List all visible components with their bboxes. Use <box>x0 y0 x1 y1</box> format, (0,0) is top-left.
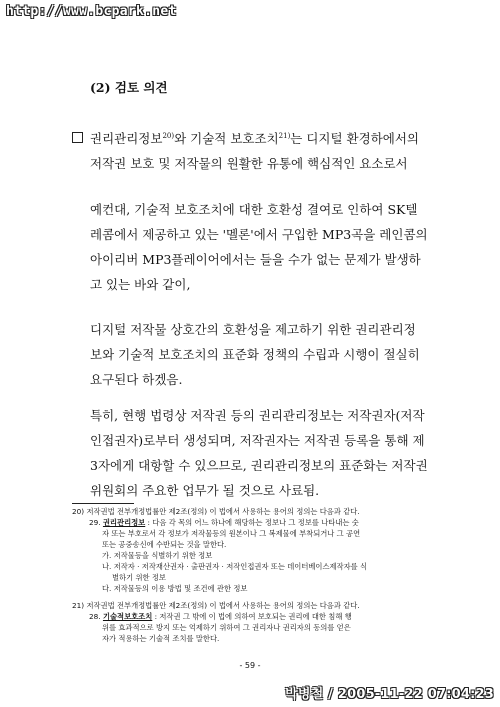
paragraph-1-line-1 <box>90 124 419 151</box>
footnote-ref-21: 21) <box>278 132 291 140</box>
para1-text-a: 권리관리정보 <box>90 131 163 146</box>
paragraph-3-line: 디지털 저작물 상호간의 호환성을 제고하기 위한 권리관리정 <box>90 322 416 337</box>
footnote-20-term: 권리관리정보 <box>102 518 146 527</box>
paragraph-3-line: 보와 기술적 보호조치의 표준화 정책의 수립과 시행이 절실히 <box>90 347 420 362</box>
section-heading: (2) 검토 의견 <box>90 80 168 95</box>
footnote-20-line: 또는 공중송신에 수반되는 것을 말한다. <box>102 540 227 549</box>
paragraph-2-line: 예컨대, 기술적 보호조치에 대한 호환성 결여로 인하여 SK텔 <box>90 202 418 217</box>
footnote-21-line: 21) 저작권법 전부개정법률안 제2조(정의) 이 법에서 사용하는 용어의 정의는 다음과 같다. <box>72 601 360 610</box>
checkbox-bullet-icon <box>72 132 83 143</box>
paragraph-4-line: 특히, 현행 법령상 저작권 등의 권리관리정보는 저작권자(저작 <box>90 408 425 423</box>
footnote-ref-20: 20) <box>162 132 175 140</box>
paragraph-4-line: 위원회의 주요한 업무가 될 것으로 사료됨. <box>90 483 320 498</box>
paragraph-2 <box>90 197 428 297</box>
footnote-21-line: 자가 적용하는 기술적 조치를 말한다. <box>102 634 220 643</box>
footnote-21-item-number: 28. <box>89 612 101 621</box>
footnote-20-line: 20) 저작권법 전부개정법률안 제2조(정의) 이 법에서 사용하는 용어의 정의는 다음과 같다. <box>72 507 360 516</box>
footnote-21 <box>72 600 442 644</box>
para1-text-c: 는 디지털 환경하에서의 <box>290 131 419 146</box>
footnote-21-definition: : 저작권 그 밖에 이 법에 의하여 보호되는 권리에 대한 침해 행 <box>152 612 352 621</box>
paragraph-3 <box>90 317 420 392</box>
paragraph-2-line: 고 있는 바와 같이, <box>90 277 191 292</box>
paragraph-4-line: 인접권자)로부터 생성되며, 저작권자는 저작권 등록을 통해 제 <box>90 433 425 448</box>
para1-text-b: 와 기술적 보호조치 <box>174 131 279 146</box>
footnote-21-line <box>72 611 442 622</box>
footnote-20-definition: : 다음 각 목의 어느 하나에 해당하는 정보나 그 정보를 나타내는 숫 <box>145 518 359 527</box>
footnote-divider <box>72 503 134 504</box>
watermark-url: http://www.bcpark.net <box>6 4 177 19</box>
paragraph-2-line: 레콤에서 제공하고 있는 '멜론'에서 구입한 MP3곡을 레인콤의 <box>90 227 428 242</box>
footnote-20 <box>72 506 442 594</box>
paragraph-1 <box>90 124 419 176</box>
paragraph-2-line: 아이리버 MP3플레이어에서는 들을 수가 없는 문제가 발생하 <box>90 252 421 267</box>
footnote-20-line <box>72 517 442 528</box>
footnote-20-line: 별하기 위한 정보 <box>112 573 166 582</box>
paragraph-1-line-2: 저작권 보호 및 저작물의 원활한 유통에 핵심적인 요소로서 <box>90 156 408 171</box>
page-number: - 59 - <box>239 661 261 670</box>
paragraph-3-line: 요구된다 하겠음. <box>90 372 183 387</box>
footnote-20-item-number: 29. <box>89 518 101 527</box>
paragraph-4-line: 3자에게 대항할 수 있으므로, 권리관리정보의 표준화는 저작권 <box>90 458 428 473</box>
footnote-20-line: 자 또는 부호로서 각 정보가 저작물등의 원본이나 그 복제물에 부착되거나 그 공연 <box>102 529 361 538</box>
footnote-21-line: 위를 효과적으로 방지 또는 억제하기 위하여 그 권리자나 권리자의 동의를 얻은 <box>102 623 351 632</box>
watermark-signature: 박병철 / 2005-11-22 07:04:23 <box>285 687 494 702</box>
paragraph-4 <box>90 403 428 503</box>
footnote-20-line: 다. 저작물등의 이용 방법 및 조건에 관한 정보 <box>102 584 248 593</box>
footnote-20-line: 가. 저작물등을 식별하기 위한 정보 <box>102 551 213 560</box>
footnote-21-term: 기술적보호조치 <box>102 612 153 621</box>
footnote-20-line: 나. 저작자 · 저작재산권자 · 출판권자 · 저작인접권자 또는 데이터베이스제작자를 식 <box>102 562 368 571</box>
